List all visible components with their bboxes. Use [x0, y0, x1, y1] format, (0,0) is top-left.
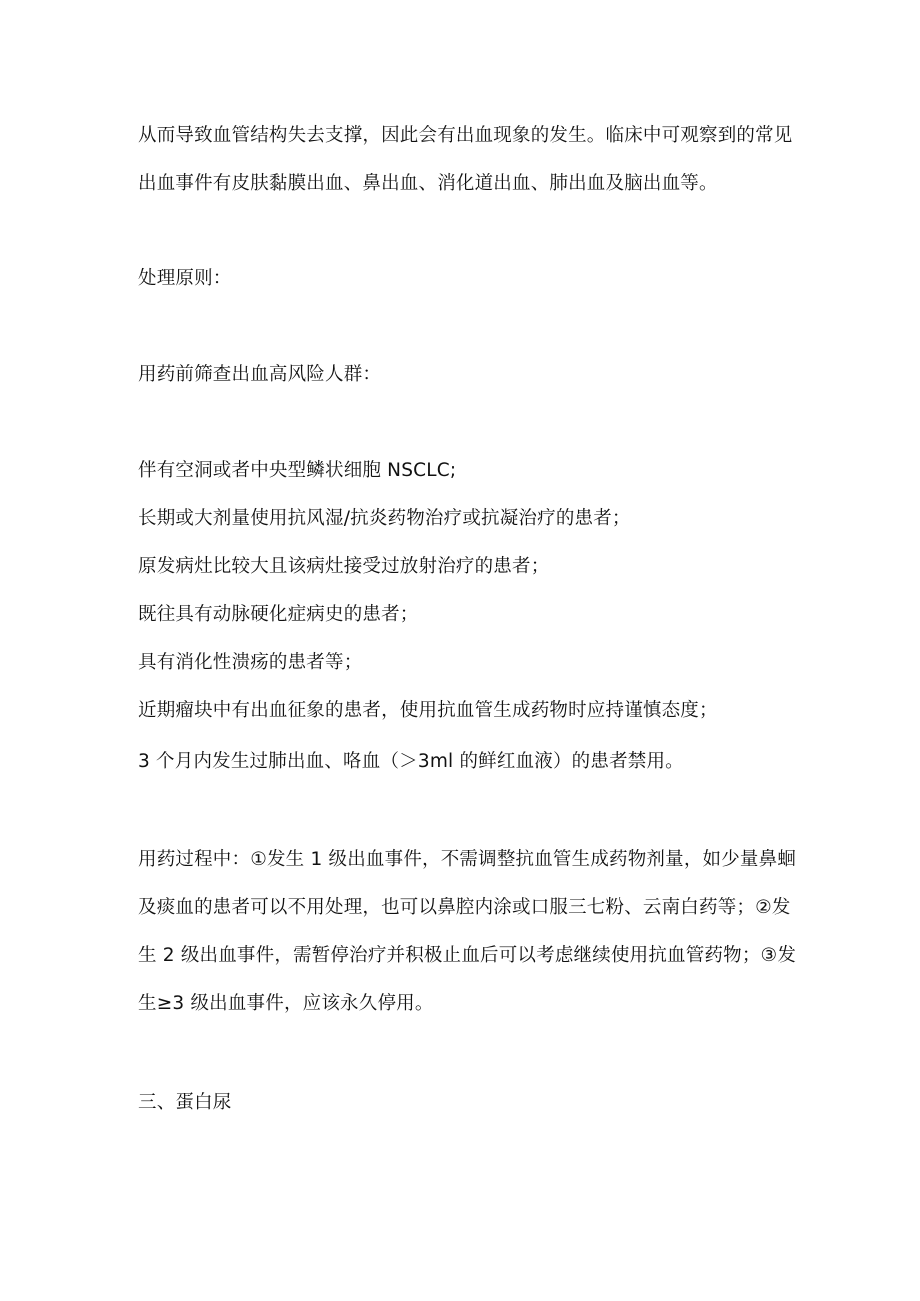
during-treatment-line-2: 及痰血的患者可以不用处理，也可以鼻腔内涂或口服三七粉、云南白药等；②发	[138, 897, 791, 918]
paragraph-line-2: 出血事件有皮肤黏膜出血、鼻出血、消化道出血、肺出血及脑出血等。	[138, 173, 718, 194]
during-treatment-line-4: 生≥3 级出血事件，应该永久停用。	[138, 993, 434, 1014]
risk-list-item: 长期或大剂量使用抗风湿/抗炎药物治疗或抗凝治疗的患者；	[138, 508, 631, 529]
risk-list-item: 伴有空洞或者中央型鳞状细胞 NSCLC;	[138, 460, 457, 481]
risk-list-item: 近期瘤块中有出血征象的患者，使用抗血管生成药物时应持谨慎态度；	[138, 700, 718, 721]
section-3-heading: 三、蛋白尿	[138, 1092, 232, 1113]
screening-heading: 用药前筛查出血高风险人群：	[138, 364, 382, 385]
risk-list-item: 具有消化性溃疡的患者等；	[138, 652, 363, 673]
during-treatment-line-3: 生 2 级出血事件，需暂停治疗并积极止血后可以考虑继续使用抗血管药物；③发	[138, 945, 797, 966]
risk-list-item: 原发病灶比较大且该病灶接受过放射治疗的患者；	[138, 556, 550, 577]
risk-list-item: 既往具有动脉硬化症病史的患者；	[138, 604, 419, 625]
during-treatment-line-1: 用药过程中：①发生 1 级出血事件，不需调整抗血管生成药物剂量，如少量鼻蛔	[138, 849, 797, 870]
paragraph-line-1: 从而导致血管结构失去支撑，因此会有出血现象的发生。临床中可观察到的常见	[138, 125, 793, 146]
principle-heading: 处理原则：	[138, 268, 232, 289]
risk-list-item: 3 个月内发生过肺出血、咯血（＞3ml 的鲜红血液）的患者禁用。	[138, 751, 684, 772]
